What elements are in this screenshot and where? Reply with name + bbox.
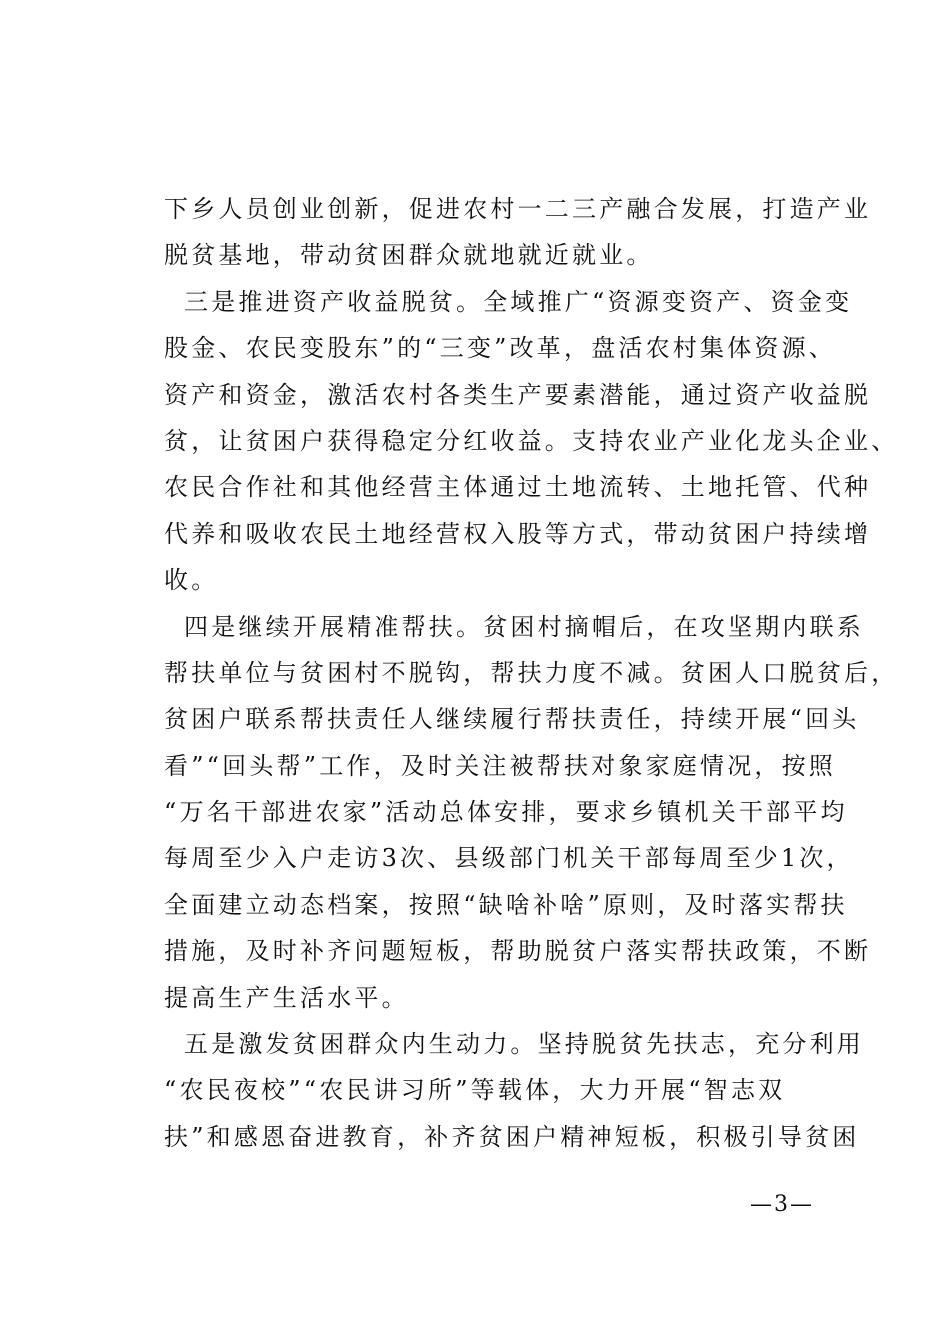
paragraph-line: 措施，及时补齐问题短板，帮助脱贫户落实帮扶政策，不断 [164,937,872,966]
paragraph-line: 全面建立动态档案，按照“缺啥补啥”原则，及时落实帮扶 [164,890,848,919]
paragraph-line: 股金、农民变股东”的“三变”改革，盘活农村集体资源、 [164,334,837,363]
paragraph-line: 贫，让贫困户获得稳定分红收益。支持农业产业化龙头企业、 [164,426,899,455]
document-body [164,186,899,1160]
paragraph-line: 下乡人员创业创新，促进农村一二三产融合发展，打造产业 [164,195,872,223]
page-number: —3— [750,1192,814,1217]
paragraph-line: 农民合作社和其他经营主体通过土地流转、土地托管、代种 [164,473,872,502]
paragraph-first-line: 三是推进资产收益脱贫。全域推广“资源变资产、资金变 [184,287,853,316]
paragraph-first-line: 五是激发贫困群众内生动力。坚持脱贫先扶志，充分利用 [184,1030,864,1059]
paragraph-line: 提高生产生活水平。 [164,983,409,1012]
paragraph-line: 资产和资金，激活农村各类生产要素潜能，通过资产收益脱 [164,380,872,409]
paragraph-line: 脱贫基地，带动贫困群众就地就近就业。 [164,241,654,270]
paragraph-line: 代养和吸收农民土地经营权入股等方式，带动贫困户持续增 [164,519,872,548]
paragraph-line: 贫困户联系帮扶责任人继续履行帮扶责任，持续开展“回头 [164,705,860,734]
paragraph-line: 扶”和感恩奋进教育，补齐贫困户精神短板，积极引导贫困 [164,1122,860,1151]
paragraph-line: 收。 [164,566,219,595]
paragraph-line: 帮扶单位与贫困村不脱钩，帮扶力度不减。贫困人口脱贫后， [164,658,899,687]
paragraph-line: 每周至少入户走访3次、县级部门机关干部每周至少1次， [164,844,854,873]
paragraph-line: “农民夜校”“农民讲习所”等载体，大力开展“智志双 [164,1076,786,1105]
paragraph-line: 看”“回头帮”工作，及时关注被帮扶对象家庭情况，按照 [164,751,837,780]
paragraph-first-line: 四是继续开展精准帮扶。贫困村摘帽后，在攻坚期内联系 [184,612,864,641]
paragraph-line: “万名干部进农家”活动总体安排，要求乡镇机关干部平均 [164,798,848,827]
